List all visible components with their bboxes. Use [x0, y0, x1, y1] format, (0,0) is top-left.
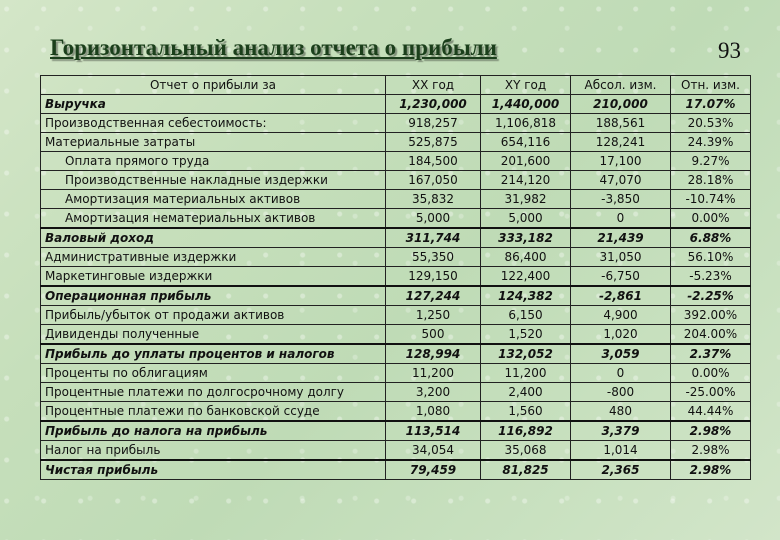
- cell-abs-change: 3,059: [571, 344, 671, 364]
- cell-abs-change: 31,050: [571, 248, 671, 267]
- cell-rel-change: -5.23%: [671, 267, 751, 287]
- cell-rel-change: 204.00%: [671, 325, 751, 345]
- cell-xy-year: 132,052: [481, 344, 571, 364]
- table-row: [41, 402, 751, 422]
- header-abs-change: Абсол. изм.: [571, 76, 671, 95]
- table-row: [41, 95, 751, 114]
- cell-xy-year: 1,440,000: [481, 95, 571, 114]
- row-label: Маркетинговые издержки: [41, 267, 386, 287]
- row-label: Процентные платежи по банковской ссуде: [41, 402, 386, 422]
- cell-xy-year: 81,825: [481, 460, 571, 480]
- cell-xy-year: 6,150: [481, 306, 571, 325]
- cell-xx-year: 113,514: [386, 421, 481, 441]
- cell-rel-change: 392.00%: [671, 306, 751, 325]
- cell-rel-change: 2.37%: [671, 344, 751, 364]
- cell-rel-change: 0.00%: [671, 364, 751, 383]
- cell-xy-year: 333,182: [481, 228, 571, 248]
- cell-xy-year: 5,000: [481, 209, 571, 229]
- row-label: Валовый доход: [41, 228, 386, 248]
- row-label: Амортизация материальных активов: [41, 190, 386, 209]
- table-row: [41, 248, 751, 267]
- cell-xx-year: 35,832: [386, 190, 481, 209]
- cell-xx-year: 79,459: [386, 460, 481, 480]
- cell-abs-change: -800: [571, 383, 671, 402]
- header-rel-change: Отн. изм.: [671, 76, 751, 95]
- cell-xx-year: 1,230,000: [386, 95, 481, 114]
- income-statement-table: [40, 75, 751, 480]
- cell-abs-change: 0: [571, 209, 671, 229]
- cell-xy-year: 116,892: [481, 421, 571, 441]
- cell-abs-change: 1,020: [571, 325, 671, 345]
- cell-xx-year: 11,200: [386, 364, 481, 383]
- table-row: [41, 421, 751, 441]
- row-label: Дивиденды полученные: [41, 325, 386, 345]
- cell-xy-year: 11,200: [481, 364, 571, 383]
- cell-xy-year: 201,600: [481, 152, 571, 171]
- cell-abs-change: 480: [571, 402, 671, 422]
- table-row: [41, 152, 751, 171]
- cell-abs-change: -3,850: [571, 190, 671, 209]
- row-label: Чистая прибыль: [41, 460, 386, 480]
- table-row: [41, 325, 751, 345]
- cell-xx-year: 918,257: [386, 114, 481, 133]
- cell-xx-year: 500: [386, 325, 481, 345]
- cell-xy-year: 654,116: [481, 133, 571, 152]
- row-label: Производственные накладные издержки: [41, 171, 386, 190]
- row-label: Выручка: [41, 95, 386, 114]
- cell-abs-change: 0: [571, 364, 671, 383]
- table-row: [41, 114, 751, 133]
- cell-abs-change: 2,365: [571, 460, 671, 480]
- table-header-row: [41, 76, 751, 95]
- cell-abs-change: 1,014: [571, 441, 671, 461]
- row-label: Процентные платежи по долгосрочному долгу: [41, 383, 386, 402]
- cell-abs-change: 4,900: [571, 306, 671, 325]
- cell-rel-change: -2.25%: [671, 286, 751, 306]
- cell-rel-change: -10.74%: [671, 190, 751, 209]
- cell-abs-change: 47,070: [571, 171, 671, 190]
- table-row: [41, 171, 751, 190]
- table-row: [41, 383, 751, 402]
- cell-abs-change: 188,561: [571, 114, 671, 133]
- row-label: Материальные затраты: [41, 133, 386, 152]
- cell-xy-year: 124,382: [481, 286, 571, 306]
- cell-xy-year: 35,068: [481, 441, 571, 461]
- cell-xx-year: 167,050: [386, 171, 481, 190]
- cell-xx-year: 5,000: [386, 209, 481, 229]
- table-row: [41, 344, 751, 364]
- row-label: Прибыль/убыток от продажи активов: [41, 306, 386, 325]
- cell-rel-change: 56.10%: [671, 248, 751, 267]
- cell-abs-change: 210,000: [571, 95, 671, 114]
- cell-xx-year: 525,875: [386, 133, 481, 152]
- cell-xy-year: 1,560: [481, 402, 571, 422]
- cell-rel-change: 28.18%: [671, 171, 751, 190]
- cell-rel-change: 2.98%: [671, 441, 751, 461]
- cell-xy-year: 1,520: [481, 325, 571, 345]
- table-row: [41, 190, 751, 209]
- cell-xx-year: 128,994: [386, 344, 481, 364]
- table-row: [41, 267, 751, 287]
- row-label: Прибыль до уплаты процентов и налогов: [41, 344, 386, 364]
- cell-rel-change: 9.27%: [671, 152, 751, 171]
- cell-abs-change: 21,439: [571, 228, 671, 248]
- cell-rel-change: 20.53%: [671, 114, 751, 133]
- cell-rel-change: 24.39%: [671, 133, 751, 152]
- table-row: [41, 306, 751, 325]
- row-label: Прибыль до налога на прибыль: [41, 421, 386, 441]
- cell-xy-year: 86,400: [481, 248, 571, 267]
- cell-xx-year: 34,054: [386, 441, 481, 461]
- row-label: Налог на прибыль: [41, 441, 386, 461]
- table-row: [41, 364, 751, 383]
- row-label: Амортизация нематериальных активов: [41, 209, 386, 229]
- cell-xy-year: 214,120: [481, 171, 571, 190]
- cell-xx-year: 1,250: [386, 306, 481, 325]
- cell-rel-change: -25.00%: [671, 383, 751, 402]
- table-row: [41, 133, 751, 152]
- header-period: Отчет о прибыли за: [41, 76, 386, 95]
- cell-rel-change: 44.44%: [671, 402, 751, 422]
- row-label: Производственная себестоимость:: [41, 114, 386, 133]
- page-title: Горизонтальный анализ отчета о прибыли: [50, 35, 497, 60]
- cell-rel-change: 2.98%: [671, 421, 751, 441]
- cell-xx-year: 3,200: [386, 383, 481, 402]
- cell-xx-year: 127,244: [386, 286, 481, 306]
- cell-rel-change: 0.00%: [671, 209, 751, 229]
- row-label: Административные издержки: [41, 248, 386, 267]
- cell-rel-change: 6.88%: [671, 228, 751, 248]
- cell-abs-change: -2,861: [571, 286, 671, 306]
- table-row: [41, 441, 751, 461]
- table-row: [41, 460, 751, 480]
- cell-abs-change: 17,100: [571, 152, 671, 171]
- cell-xx-year: 55,350: [386, 248, 481, 267]
- table-row: [41, 228, 751, 248]
- cell-xx-year: 1,080: [386, 402, 481, 422]
- cell-abs-change: 128,241: [571, 133, 671, 152]
- row-label: Проценты по облигациям: [41, 364, 386, 383]
- cell-xx-year: 311,744: [386, 228, 481, 248]
- cell-rel-change: 2.98%: [671, 460, 751, 480]
- cell-xy-year: 31,982: [481, 190, 571, 209]
- cell-xx-year: 129,150: [386, 267, 481, 287]
- table-row: [41, 209, 751, 229]
- row-label: Операционная прибыль: [41, 286, 386, 306]
- header-xy-year: XY год: [481, 76, 571, 95]
- cell-xy-year: 1,106,818: [481, 114, 571, 133]
- page-number: 93: [718, 38, 741, 63]
- cell-abs-change: 3,379: [571, 421, 671, 441]
- cell-xx-year: 184,500: [386, 152, 481, 171]
- table-row: [41, 286, 751, 306]
- cell-xy-year: 2,400: [481, 383, 571, 402]
- cell-rel-change: 17.07%: [671, 95, 751, 114]
- cell-abs-change: -6,750: [571, 267, 671, 287]
- table-body: [41, 95, 751, 480]
- cell-xy-year: 122,400: [481, 267, 571, 287]
- header-xx-year: XX год: [386, 76, 481, 95]
- row-label: Оплата прямого труда: [41, 152, 386, 171]
